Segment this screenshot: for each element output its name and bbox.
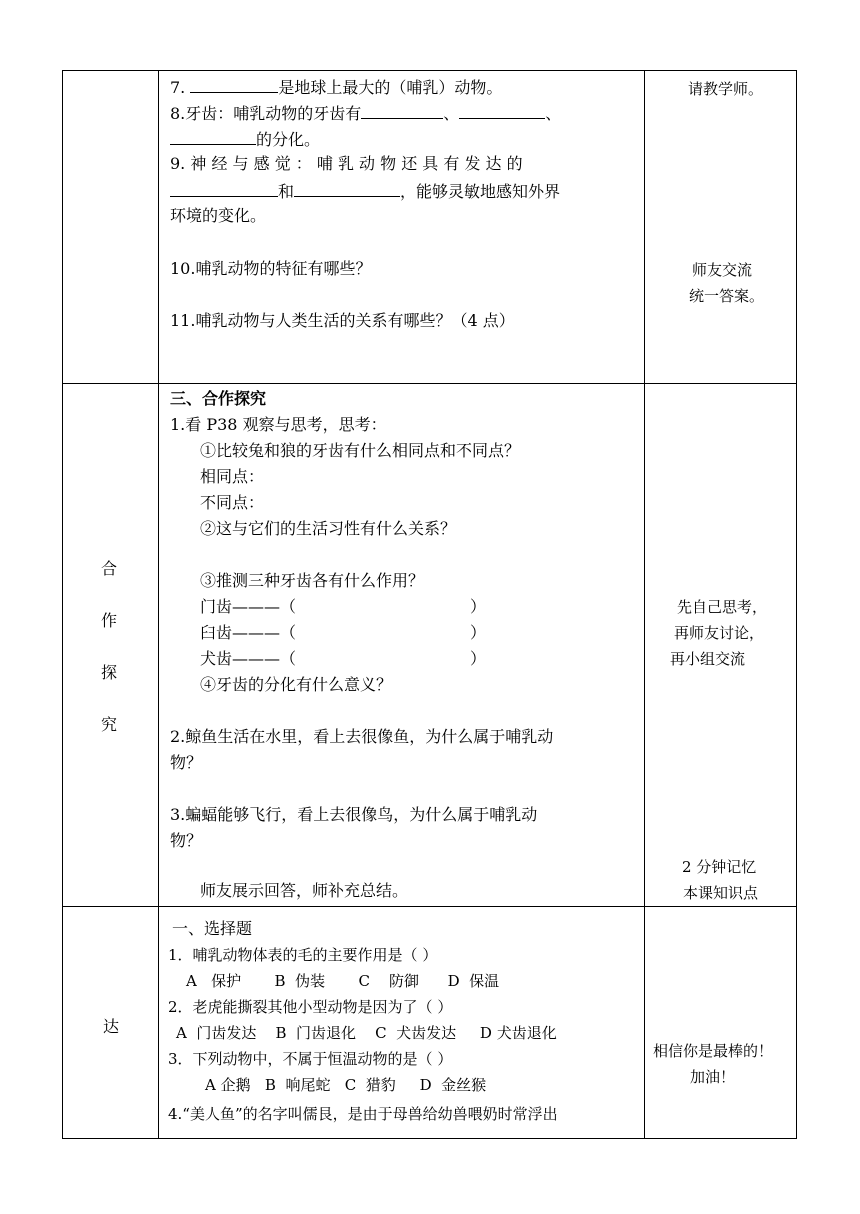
choice-question-2: 2．老虎能撕裂其他小型动物是因为了（ ） <box>168 998 453 1016</box>
note-ask-teacher: 请教学师。 <box>688 80 764 98</box>
blank <box>294 180 400 197</box>
question-10: 10.哺乳动物的特征有哪些？ <box>170 259 372 278</box>
question-9: 9. 神 经 与 感 觉 ： 哺 乳 动 物 还 具 有 发 达 的 <box>170 154 523 173</box>
incisor-line: 门齿———（ <box>200 597 297 616</box>
same-points: 相同点： <box>200 467 265 486</box>
note-knowledge: 本课知识点 <box>683 884 759 902</box>
table-border-right <box>796 70 797 1139</box>
row-divider-1 <box>62 383 797 384</box>
note-exchange: 师友交流 <box>692 261 753 279</box>
section-label-reach: 达 <box>103 1017 120 1036</box>
canine-line: 犬齿———（ <box>200 649 297 668</box>
sub-question-1: ①比较兔和狼的牙齿有什么相同点和不同点？ <box>200 441 521 460</box>
note-discuss: 再师友讨论， <box>674 624 765 642</box>
note-memorize: 2 分钟记忆 <box>682 858 757 876</box>
section-label-char-4: 究 <box>101 715 118 734</box>
question-9-end: 环境的变化。 <box>170 206 267 225</box>
canine-close: ） <box>470 649 487 668</box>
question-9-continued: 和 ，能够灵敏地感知外界 <box>170 180 560 202</box>
choice-question-1: 1．哺乳动物体表的毛的主要作用是（ ） <box>168 946 438 964</box>
note-think: 先自己思考， <box>677 598 768 616</box>
note-group: 再小组交流 <box>670 650 746 668</box>
choice-options-1: A 保护 B 伪装 C 防御 D 保温 <box>186 972 500 990</box>
section-label-char-2: 作 <box>101 611 118 630</box>
blank <box>170 128 256 145</box>
question-3: 3.蝙蝠能够飞行，看上去很像鸟，为什么属于哺乳动 <box>170 805 538 824</box>
column-divider-2 <box>644 70 645 1139</box>
section-label-char-1: 合 <box>101 559 118 578</box>
question-2: 2.鲸鱼生活在水里，看上去很像鱼，为什么属于哺乳动 <box>170 727 554 746</box>
sub-question-4: ④牙齿的分化有什么意义？ <box>200 675 393 694</box>
question-1: 1.看 P38 观察与思考，思考： <box>170 415 387 434</box>
incisor-close: ） <box>470 597 487 616</box>
question-3-continued: 物？ <box>170 831 203 850</box>
summary-text: 师友展示回答，师补充总结。 <box>200 881 409 900</box>
question-2-continued: 物？ <box>170 753 203 772</box>
blank <box>361 102 443 119</box>
blank <box>459 102 545 119</box>
choice-question-4: 4.“美人鱼”的名字叫儒艮，是由于母兽给幼兽喂奶时常浮出 <box>168 1105 558 1123</box>
molar-close: ） <box>470 623 487 642</box>
table-border-top <box>62 70 797 71</box>
question-8-continued: 的分化。 <box>170 128 320 150</box>
choice-options-2: A 门齿发达 B 门齿退化 C 犬齿发达 D 犬齿退化 <box>176 1024 557 1042</box>
blank <box>170 180 278 197</box>
question-8: 8.牙齿：哺乳动物的牙齿有 、 、 <box>170 104 562 123</box>
sub-question-3: ③推测三种牙齿各有什么作用？ <box>200 571 425 590</box>
choice-question-3: 3．下列动物中，不属于恒温动物的是（ ） <box>168 1050 453 1068</box>
note-cheer: 加油！ <box>690 1068 736 1086</box>
choice-heading: 一、选择题 <box>172 919 253 938</box>
section-heading: 三、合作探究 <box>170 389 267 408</box>
table-border-left <box>62 70 63 1139</box>
section-label-char-3: 探 <box>101 663 118 682</box>
choice-options-3: A 企鹅 B 响尾蛇 C 猎豹 D 金丝猴 <box>205 1076 487 1094</box>
note-unify-answer: 统一答案。 <box>689 287 765 305</box>
sub-question-2: ②这与它们的生活习性有什么关系？ <box>200 519 457 538</box>
note-encourage: 相信你是最棒的！ <box>653 1042 774 1060</box>
molar-line: 臼齿———（ <box>200 623 297 642</box>
table-border-bottom <box>62 1138 797 1139</box>
question-7: 7. 是地球上最大的（哺乳）动物。 <box>170 78 503 97</box>
question-11: 11.哺乳动物与人类生活的关系有哪些？（4 点） <box>170 311 515 330</box>
blank <box>190 76 278 93</box>
different-points: 不同点： <box>200 493 265 512</box>
row-divider-2 <box>62 906 797 907</box>
column-divider-1 <box>158 70 159 1139</box>
